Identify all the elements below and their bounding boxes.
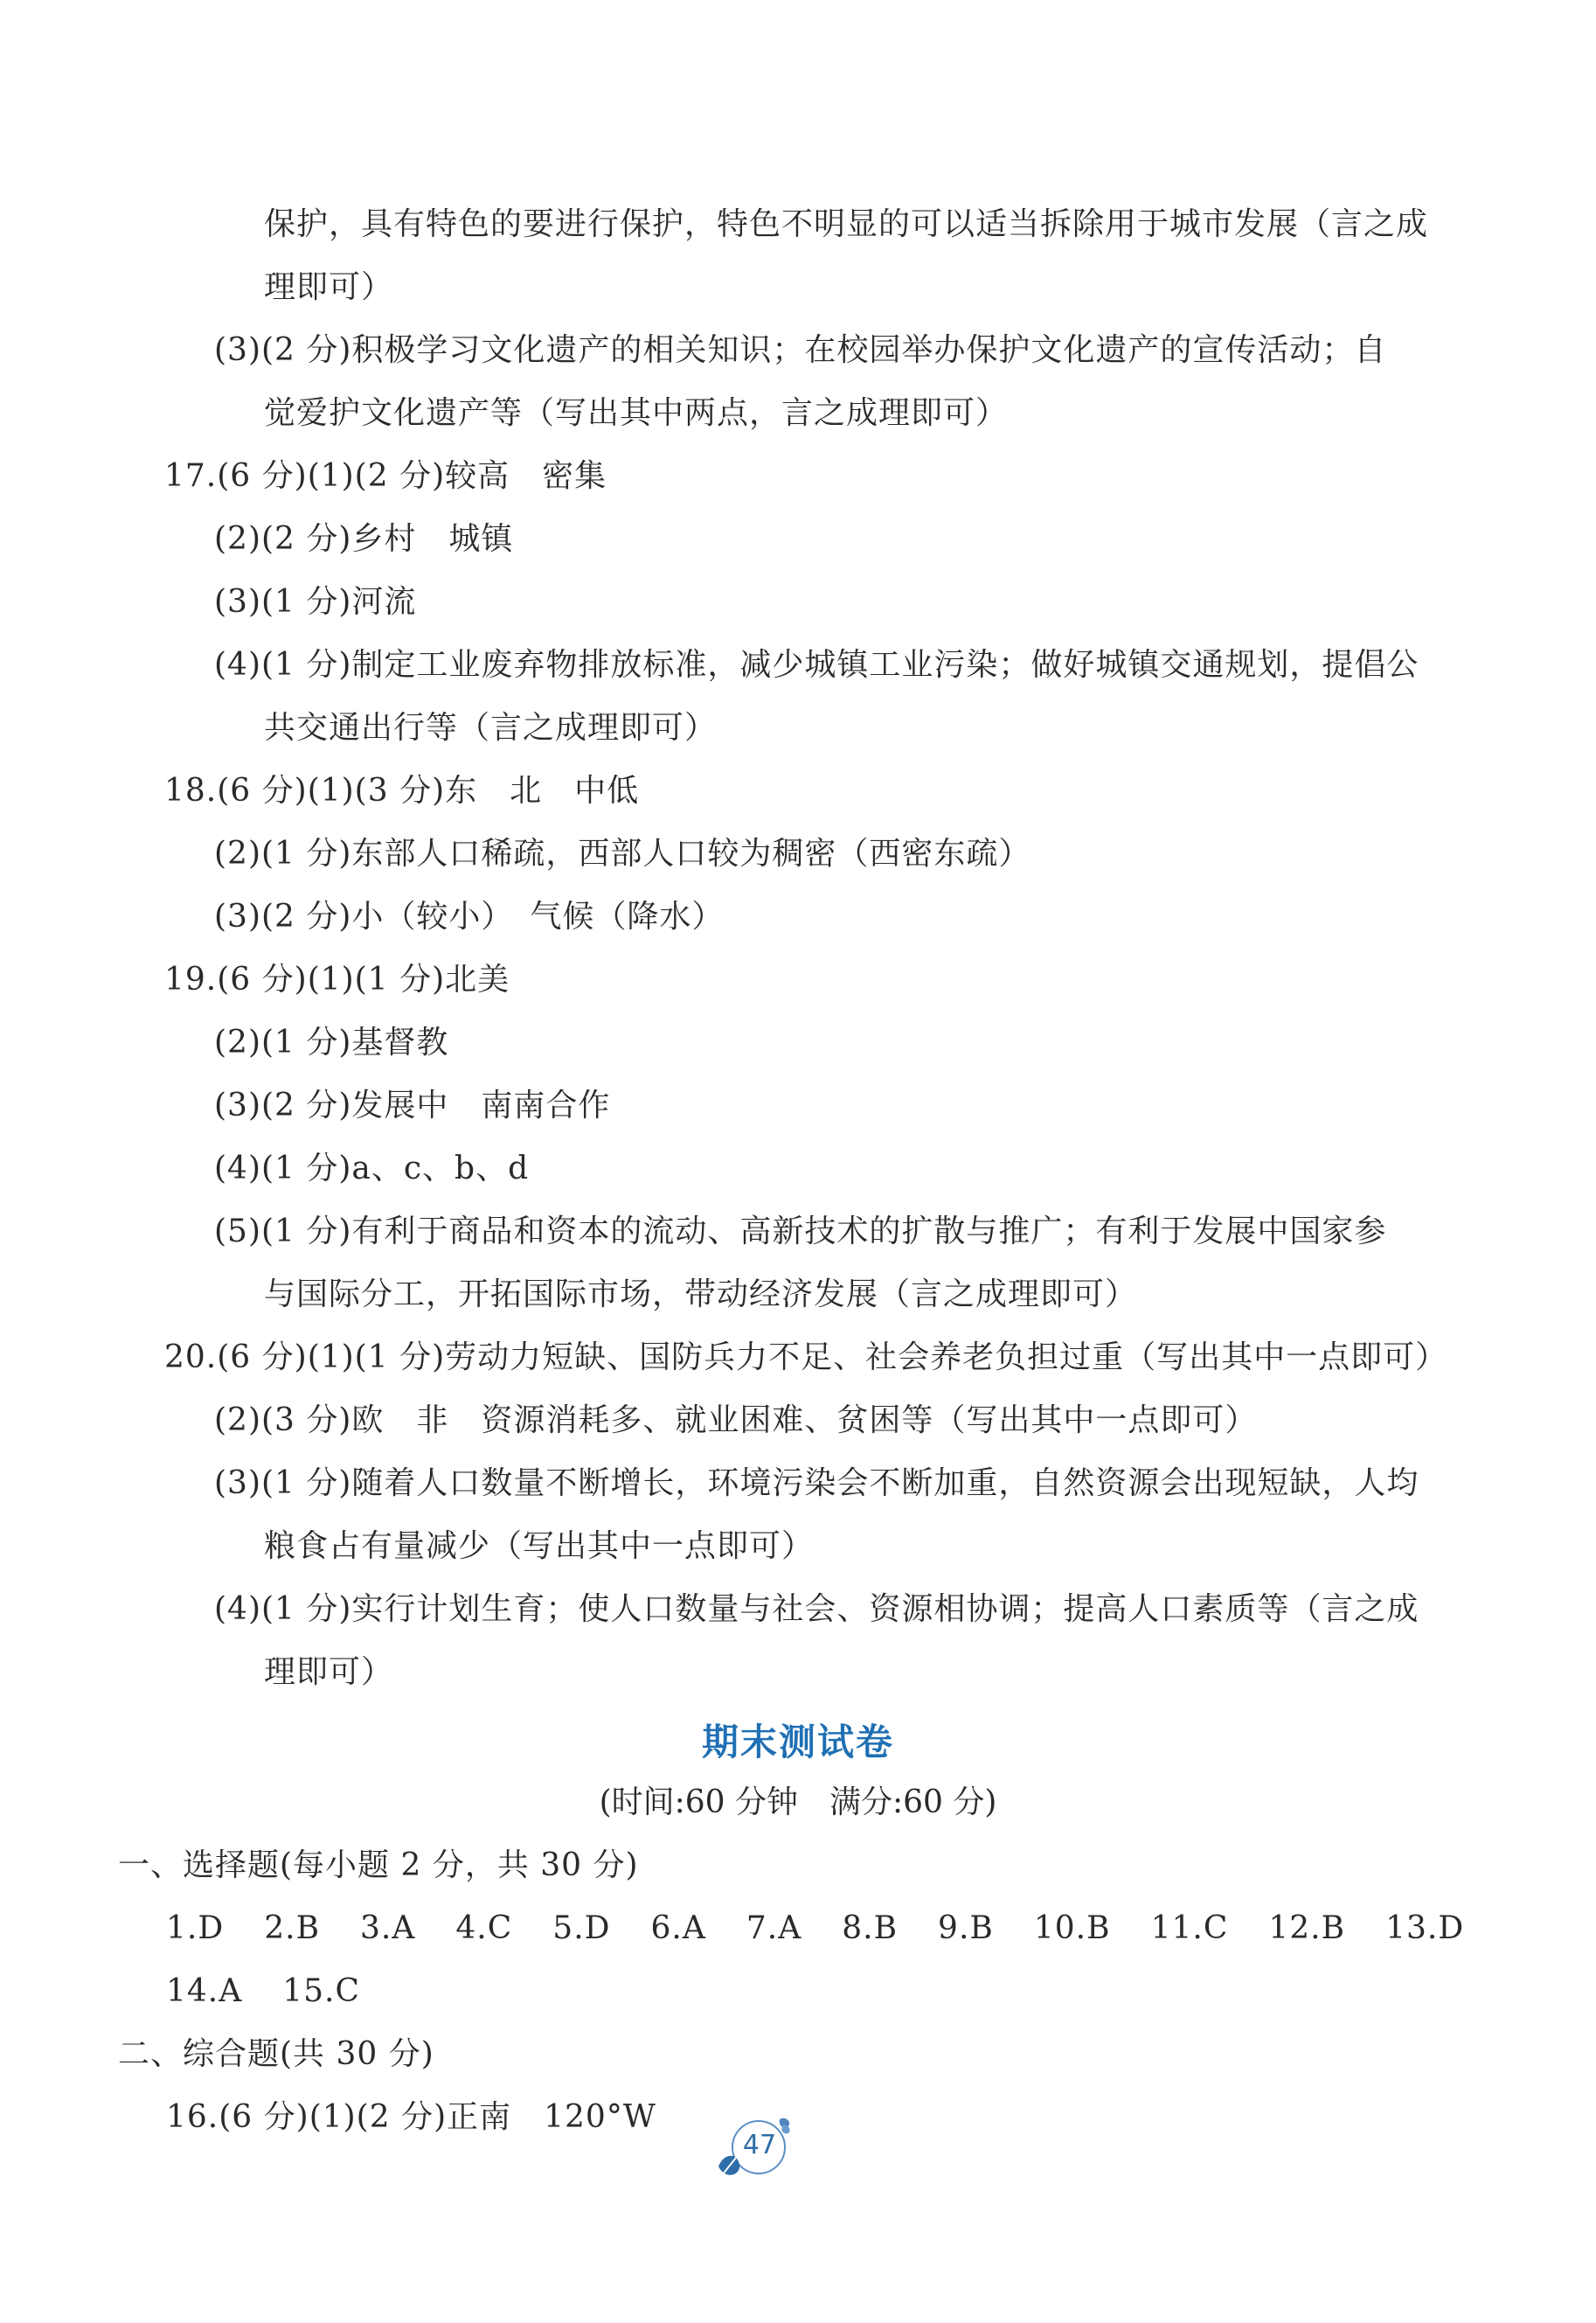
answer-line: (2)(1 分)基督教: [214, 1025, 449, 1061]
choice-answer: 6.A: [650, 1910, 706, 1946]
answer-line: 粮食占有量减少（写出其中一点即可）: [264, 1528, 815, 1564]
answer-line: 20.(6 分)(1)(1 分)劳动力短缺、国防兵力不足、社会养老负担过重（写出其中一点即可）: [164, 1339, 1448, 1375]
part1-heading: 一、选择题(每小题 2 分，共 30 分): [118, 1847, 639, 1883]
choice-answer: 5.D: [552, 1910, 611, 1946]
choices-row-2: [166, 1971, 400, 2013]
choice-answer: 10.B: [1033, 1910, 1111, 1946]
section-title: 期末测试卷: [701, 1721, 894, 1763]
answer-line: (2)(1 分)东部人口稀疏，西部人口较为稠密（西密东疏）: [214, 836, 1031, 872]
choice-answer: 12.B: [1268, 1910, 1346, 1946]
answer-line: 理即可）: [264, 269, 394, 305]
answer-line: (4)(1 分)a、c、b、d: [214, 1151, 530, 1186]
answer-line: (2)(3 分)欧 非 资源消耗多、就业困难、贫困等（写出其中一点即可）: [214, 1402, 1258, 1438]
answer-line: 觉爱护文化遗产等（写出其中两点，言之成理即可）: [264, 395, 1009, 431]
choices-row-1: [166, 1908, 1504, 1950]
answer-line: 18.(6 分)(1)(3 分)东 北 中低: [164, 773, 640, 809]
choice-answer: 11.C: [1150, 1910, 1229, 1946]
choice-answer: 8.B: [842, 1910, 899, 1946]
answer-line: 保护，具有特色的要进行保护，特色不明显的可以适当拆除用于城市发展（言之成: [264, 206, 1429, 242]
choice-answer: 9.B: [938, 1910, 994, 1946]
choice-answer: 15.C: [282, 1973, 361, 2009]
answer-line: (4)(1 分)实行计划生育；使人口数量与社会、资源相协调；提高人口素质等（言之成: [214, 1591, 1419, 1627]
answer-line: 共交通出行等（言之成理即可）: [264, 710, 718, 746]
choice-answer: 13.D: [1385, 1910, 1465, 1946]
answer-line: 与国际分工，开拓国际市场，带动经济发展（言之成理即可）: [264, 1276, 1138, 1312]
answer-line: 19.(6 分)(1)(1 分)北美: [164, 962, 510, 998]
answer-line: 17.(6 分)(1)(2 分)较高 密集: [164, 458, 607, 494]
page-number: 47: [742, 2130, 777, 2160]
part2-heading: 二、综合题(共 30 分): [118, 2036, 434, 2072]
choice-answer: 3.A: [360, 1910, 416, 1946]
answer-line: (2)(2 分)乡村 城镇: [214, 521, 514, 557]
answer-line: (3)(2 分)小（较小） 气候（降水）: [214, 899, 725, 935]
answer-line: (3)(1 分)河流: [214, 584, 417, 620]
choice-answer: 14.A: [166, 1973, 243, 2009]
answer-line: 理即可）: [264, 1654, 394, 1690]
choice-answer: 2.B: [264, 1910, 321, 1946]
choice-answer: 1.D: [166, 1910, 225, 1946]
exam-info: (时间:60 分钟 满分:60 分): [599, 1784, 997, 1820]
answer-line: (3)(2 分)积极学习文化遗产的相关知识；在校园举办保护文化遗产的宣传活动；自: [214, 332, 1387, 368]
choice-answer: 4.C: [455, 1910, 513, 1946]
page-footer: [710, 2114, 797, 2184]
question-16-line: 16.(6 分)(1)(2 分)正南 120°W: [166, 2099, 656, 2135]
choice-answer: 7.A: [746, 1910, 802, 1946]
answer-line: (4)(1 分)制定工业废弃物排放标准，减少城镇工业污染；做好城镇交通规划，提倡公: [214, 647, 1419, 683]
answer-line: (3)(2 分)发展中 南南合作: [214, 1088, 611, 1123]
answer-line: (3)(1 分)随着人口数量不断增长，环境污染会不断加重，自然资源会出现短缺，人均: [214, 1465, 1419, 1501]
answer-line: (5)(1 分)有利于商品和资本的流动、高新技术的扩散与推广；有利于发展中国家参: [214, 1214, 1387, 1249]
